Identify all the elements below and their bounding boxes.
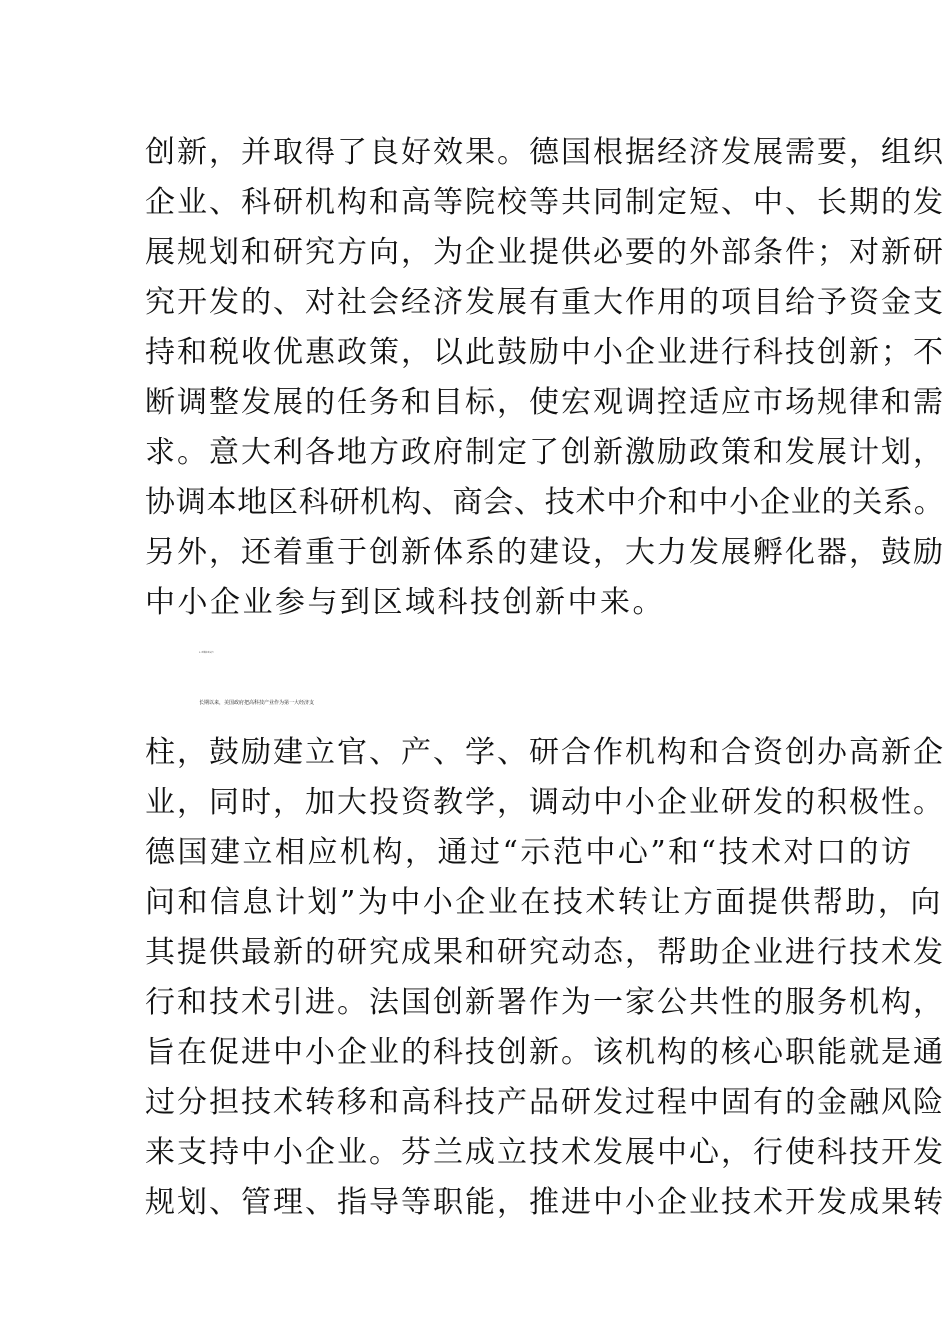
paragraph-line: 求。意大利各地方政府制定了创新激励政策和发展计划， (145, 435, 945, 470)
paragraph-line: 中小企业参与到区域科技创新中来。 (145, 585, 665, 620)
paragraph-line: 创新，并取得了良好效果。德国根据经济发展需要，组织 (145, 135, 945, 170)
paragraph-line: 柱，鼓励建立官、产、学、研合作机构和合资创办高新企 (145, 735, 945, 770)
paragraph-line: 行和技术引进。法国创新署作为一家公共性的服务机构， (145, 985, 945, 1020)
paragraph-line: 另外，还着重于创新体系的建设，大力发展孵化器，鼓励 (145, 535, 945, 570)
paragraph-line: 旨在促进中小企业的科技创新。该机构的核心职能就是通 (145, 1035, 945, 1070)
paragraph-line: 规划、管理、指导等职能，推进中小企业技术开发成果转 (145, 1185, 945, 1220)
paragraph-line: 企业、科研机构和高等院校等共同制定短、中、长期的发 (145, 185, 945, 220)
paragraph-line: 长期以来，美国政府把高科技产业作为第一大经济支 (199, 700, 315, 706)
paragraph-line: 业，同时，加大投资教学，调动中小企业研发的积极性。 (145, 785, 945, 820)
paragraph-line: 断调整发展的任务和目标，使宏观调控适应市场规律和需 (145, 385, 945, 420)
paragraph-line: 展规划和研究方向，为企业提供必要的外部条件；对新研 (145, 235, 945, 270)
paragraph-line: 究开发的、对社会经济发展有重大作用的项目给予资金支 (145, 285, 945, 320)
paragraph-line: 过分担技术转移和高科技产品研发过程中固有的金融风险 (145, 1085, 945, 1120)
paragraph-line: 来支持中小企业。芬兰成立技术发展中心，行使科技开发 (145, 1135, 945, 1170)
paragraph-line: 持和税收优惠政策，以此鼓励中小企业进行科技创新；不 (145, 335, 945, 370)
paragraph-line: 协调本地区科研机构、商会、技术中介和中小企业的关系。 (145, 485, 945, 520)
paragraph-line: 德国建立相应机构，通过“示范中心”和“技术对口的访 (145, 835, 914, 870)
paragraph-line: 问和信息计划”为中小企业在技术转让方面提供帮助，向 (145, 885, 943, 920)
paragraph-line: 其提供最新的研究成果和研究动态，帮助企业进行技术发 (145, 935, 945, 970)
section-heading: 2. 创新体制支持 (199, 652, 214, 654)
